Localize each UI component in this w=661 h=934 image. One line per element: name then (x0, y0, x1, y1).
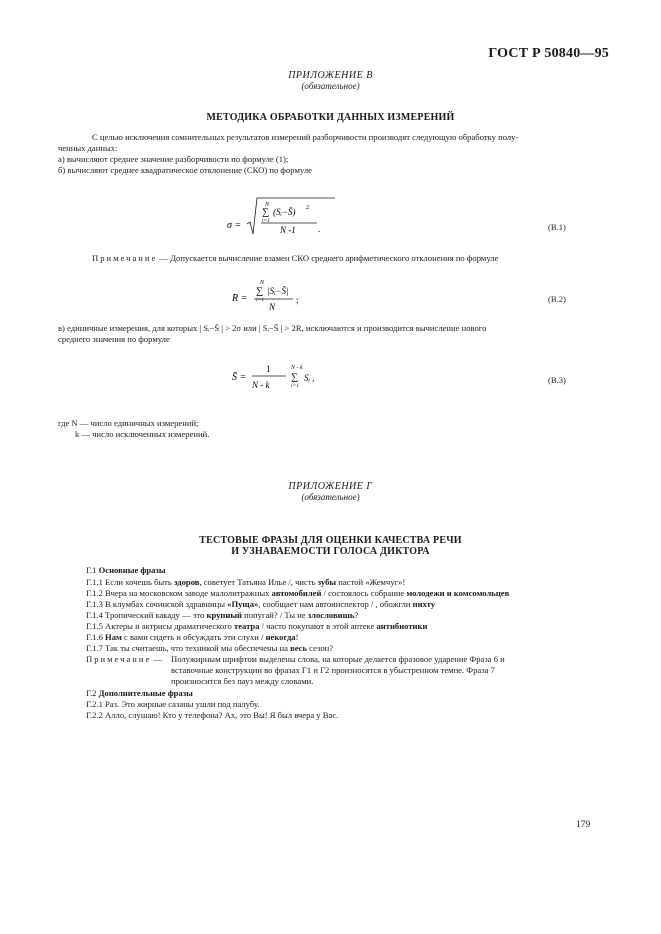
note-b (92, 253, 612, 264)
phrase-g14: Г.1.4 Тропический какаду — это крупный попугай? / Ты не злословишь? (86, 610, 359, 620)
appendix-g-status: (обязательное) (301, 492, 360, 502)
page-number: 179 (576, 820, 591, 830)
svg-text:N - k: N - k (252, 380, 270, 390)
document-code: ГОСТ Р 50840—95 (488, 46, 609, 61)
appendix-g-heading-1: ТЕСТОВЫЕ ФРАЗЫ ДЛЯ ОЦЕНКИ КАЧЕСТВА РЕЧИ (199, 535, 462, 546)
g1-heading: Основные фразы (98, 565, 166, 575)
note-b-label: Примечание (92, 253, 158, 263)
formula-b2 (230, 277, 310, 317)
formula-b1-sigma: σ = (227, 220, 242, 231)
item-b: б) вычисляют среднее квадратическое отклонение (СКО) по формуле (58, 165, 312, 175)
phrase-g11: Г.1.1 Если хочешь быть здоров, советует Татьяна Илье /, чисть зубы пастой «Жемчуг»! (86, 577, 406, 587)
section-g1-title (86, 565, 166, 576)
appendix-g-heading-2: И УЗНАВАЕМОСТИ ГОЛОСА ДИКТОРА (231, 546, 430, 557)
section-g2-title (86, 688, 193, 699)
intro-line-1: С целью исключения сомнительных результатов измерений разборчивости производят следующую обработку полу- (92, 132, 519, 142)
svg-text:i=1: i=1 (262, 218, 270, 224)
formula-b1 (225, 194, 345, 242)
phrase-g17: Г.1.7 Так ты считаешь, что техникой мы обеспечены на весь сезон? (86, 643, 334, 653)
note-b-text: — Допускается вычисление взамен СКО среднего арифметического отклонения по формуле (157, 253, 499, 263)
g2-number: Г.2 (86, 688, 97, 698)
appendix-b-heading: МЕТОДИКА ОБРАБОТКИ ДАННЫХ ИЗМЕРЕНИЙ (206, 112, 455, 123)
svg-text:.: . (318, 224, 321, 234)
equation-b3-number: (В.3) (548, 375, 566, 385)
phrase-g21: Г.2.1 Раз. Это жирные сазаны ушли под палубу. (86, 699, 260, 709)
svg-text:∑: ∑ (256, 286, 264, 297)
svg-text:∑: ∑ (291, 372, 299, 383)
appendix-b-title: ПРИЛОЖЕНИЕ В (288, 70, 373, 81)
svg-text:N: N (260, 280, 265, 286)
svg-text:|Sᵢ−S̄|: |Sᵢ−S̄| (267, 286, 289, 296)
note-g-line-2: вставочные конструкции во фразах Г1 и Г2 произносятся в убыстренном темпе. Фраза 7 (171, 665, 495, 675)
phrase-g13: Г.1.3 В клумбах сочинской здравницы «Пуща», сообщает нам автоинспектор / , обожгли пихту (86, 599, 436, 609)
appendix-g-title: ПРИЛОЖЕНИЕ Г (288, 481, 373, 492)
note-g-dash: — (153, 654, 163, 664)
svg-text:2: 2 (306, 205, 309, 211)
intro-line-2: ченных данных: (58, 143, 118, 153)
svg-text:1: 1 (266, 364, 271, 374)
note-g-line-1: Полужирным шрифтом выделены слова, на которые делается фразовое ударение Фраза 6 и (171, 654, 505, 664)
phrase-g15: Г.1.5 Актеры и актрисы драматического театра / часто покупают в этой аптеке антибиотики (86, 621, 428, 631)
note-g-label (86, 654, 162, 665)
g1-number: Г.1 (86, 565, 97, 575)
svg-text:Sᵢ ,: Sᵢ , (304, 373, 315, 383)
item-v-line-1: в) единичные измерения, для которых | Sᵢ−S̄ | > 2σ или | Sᵢ−S̄ | > 2R, исключаются и производится вычисление нового (58, 323, 487, 333)
svg-text:i=1: i=1 (291, 383, 299, 389)
appendix-b-status: (обязательное) (301, 81, 360, 91)
svg-text:R =: R = (232, 293, 248, 304)
svg-text:;: ; (296, 295, 299, 305)
where-n: где N — число единичных измерений; (58, 418, 199, 428)
equation-b1-number: (В.1) (548, 222, 566, 232)
svg-text:S̄ =: S̄ = (232, 372, 247, 383)
formula-b3 (230, 362, 330, 398)
phrase-g12: Г.1.2 Вчера на московском заводе малолитражных автомобилей / состоялось собрание молодежи и комсомольцев (86, 588, 510, 598)
phrase-g16: Г.1.6 Нам с вами сидеть и обсуждать эти слухи / некогда! (86, 632, 299, 642)
g2-heading: Дополнительные фразы (98, 688, 193, 698)
svg-text:∑: ∑ (262, 207, 270, 218)
svg-text:i=1: i=1 (256, 297, 264, 303)
svg-text:(Sᵢ−S̄): (Sᵢ−S̄) (273, 207, 296, 217)
where-k: k — число исключенных измерений. (75, 429, 210, 439)
item-a: а) вычисляют среднее значение разборчивости по формуле (1); (58, 154, 289, 164)
note-g-label-text: Примечание (86, 654, 152, 664)
svg-text:N -1: N -1 (280, 225, 296, 235)
svg-text:N - k: N - k (291, 365, 303, 371)
phrase-g22: Г.2.2 Алло, слушаю! Кто у телефона? Ах, это Вы! Я был вчера у Вас. (86, 710, 339, 720)
note-g-line-3: произносится без пауз между словами. (171, 676, 314, 686)
svg-text:N: N (265, 202, 270, 208)
equation-b2-number: (В.2) (548, 294, 566, 304)
svg-text:N: N (269, 302, 276, 312)
item-v-line-2: среднего значения по формуле (58, 334, 170, 344)
